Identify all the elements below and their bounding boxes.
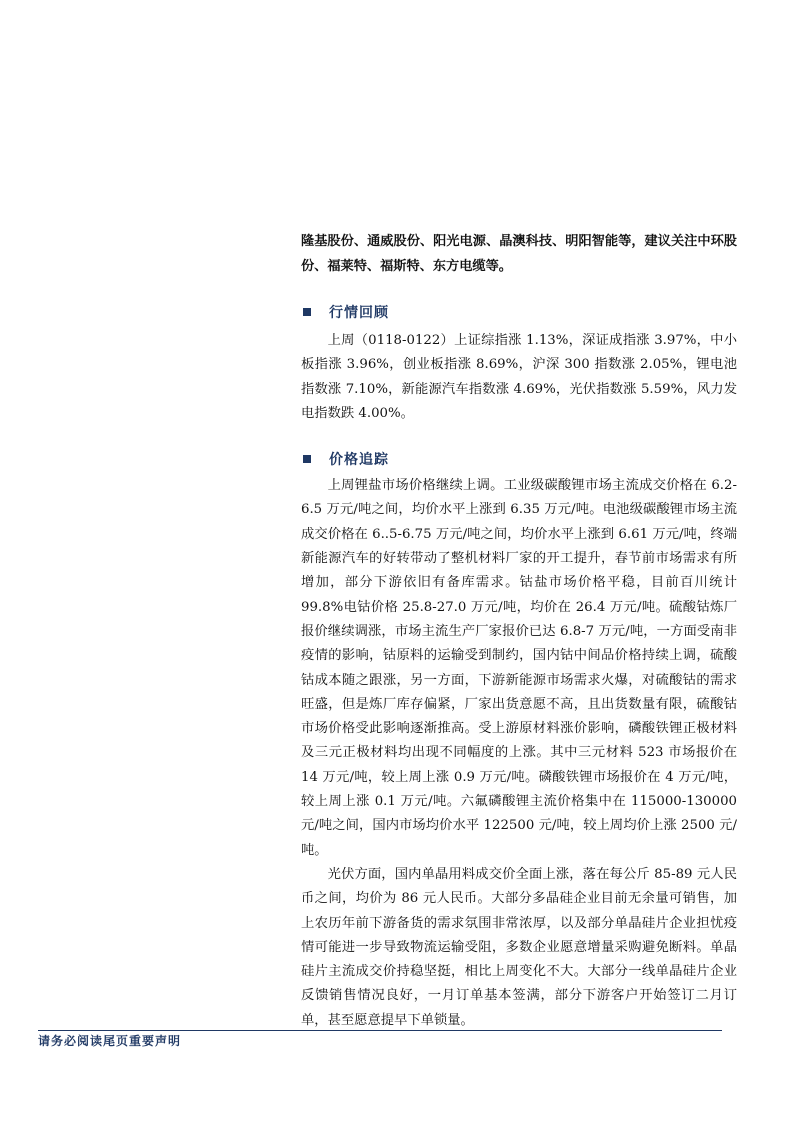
market-review-paragraph: 上周（0118-0122）上证综指涨 1.13%，深证成指涨 3.97%，中小板指涨 3.96%，创业板指涨 8.69%，沪深 300 指数涨 2.05%，锂电池指数涨 7.10%，新能源汽车指数涨 4.69%，光伏指数涨 5.59%，风力发电指数跌 4.00%。 [301,333,737,421]
recommendation-text: 隆基股份、通威股份、阳光电源、晶澳科技、明阳智能等，建议关注中环股份、福莱特、福斯特、东方电缆等。 [301,234,737,274]
square-bullet-icon [303,455,311,463]
section-heading-price [301,446,737,472]
footer-divider [38,1030,722,1031]
price-tracking-paragraph-lithium: 上周锂盐市场价格继续上调。工业级碳酸锂市场主流成交价格在 6.2-6.5 万元/吨之间，均价水平上涨到 6.35 万元/吨。电池级碳酸锂市场主流成交价格在 6..5-6.75 万元/吨之间，均价水平上涨到 6.61 万元/吨，终端新能源汽车的好转带动了整机材料厂家的开工提升，春节前市场需求有所增加，部分下游依旧有备库需求。钴盐市场价格平稳，目前百川统计 99.8%电钴价格 25.8-27.0 万元/吨，均价在 26.4 万元/吨。硫酸钴炼厂报价继续调涨，市场主流生产厂家报价已达 6.8-7 万元/吨，一方面受南非疫情的影响，钴原料的运输受到制约，国内钴中间品价格持续上调，硫酸钴成本随之跟涨，另一方面，下游新能源市场需求火爆，对硫酸钴的需求旺盛，但是炼厂库存偏紧，厂家出货意愿不高，且出货数量有限，硫酸钴市场价格受此影响逐渐推高。受上游原材料涨价影响，磷酸铁锂正极材料及三元正极材料均出现不同幅度的上涨。其中三元材料 523 市场报价在 14 万元/吨，较上周上涨 0.9 万元/吨。磷酸铁锂市场报价在 4 万元/吨，较上周上涨 0.1 万元/吨。六氟磷酸锂主流价格集中在 115000-130000 元/吨之间，国内市场均价水平 122500 元/吨，较上周均价上涨 2500 元/吨。 [301,478,737,858]
square-bullet-icon [303,308,311,316]
report-body [301,229,737,1033]
price-tracking-paragraph-solar: 光伏方面，国内单晶用料成交价全面上涨，落在每公斤 85-89 元人民币之间，均价为 86 元人民币。大部分多晶硅企业目前无余量可销售，加上农历年前下游备货的需求氛围非常浓厚，以及部分单晶硅片企业担忧疫情可能进一步导致物流运输受阻，多数企业愿意增量采购避免断料。单晶硅片主流成交价持稳坚挺，相比上周变化不大。大部分一线单晶硅片企业反馈销售情况良好，一月订单基本签满，部分下游客户开始签订二月订单，甚至愿意提早下单锁量。 [301,866,737,1028]
section-heading-market [301,299,737,325]
section-title-price: 价格追踪 [329,452,389,469]
section-title-market: 行情回顾 [329,305,389,321]
footer-disclaimer: 请务必阅读尾页重要声明 [38,1034,182,1048]
